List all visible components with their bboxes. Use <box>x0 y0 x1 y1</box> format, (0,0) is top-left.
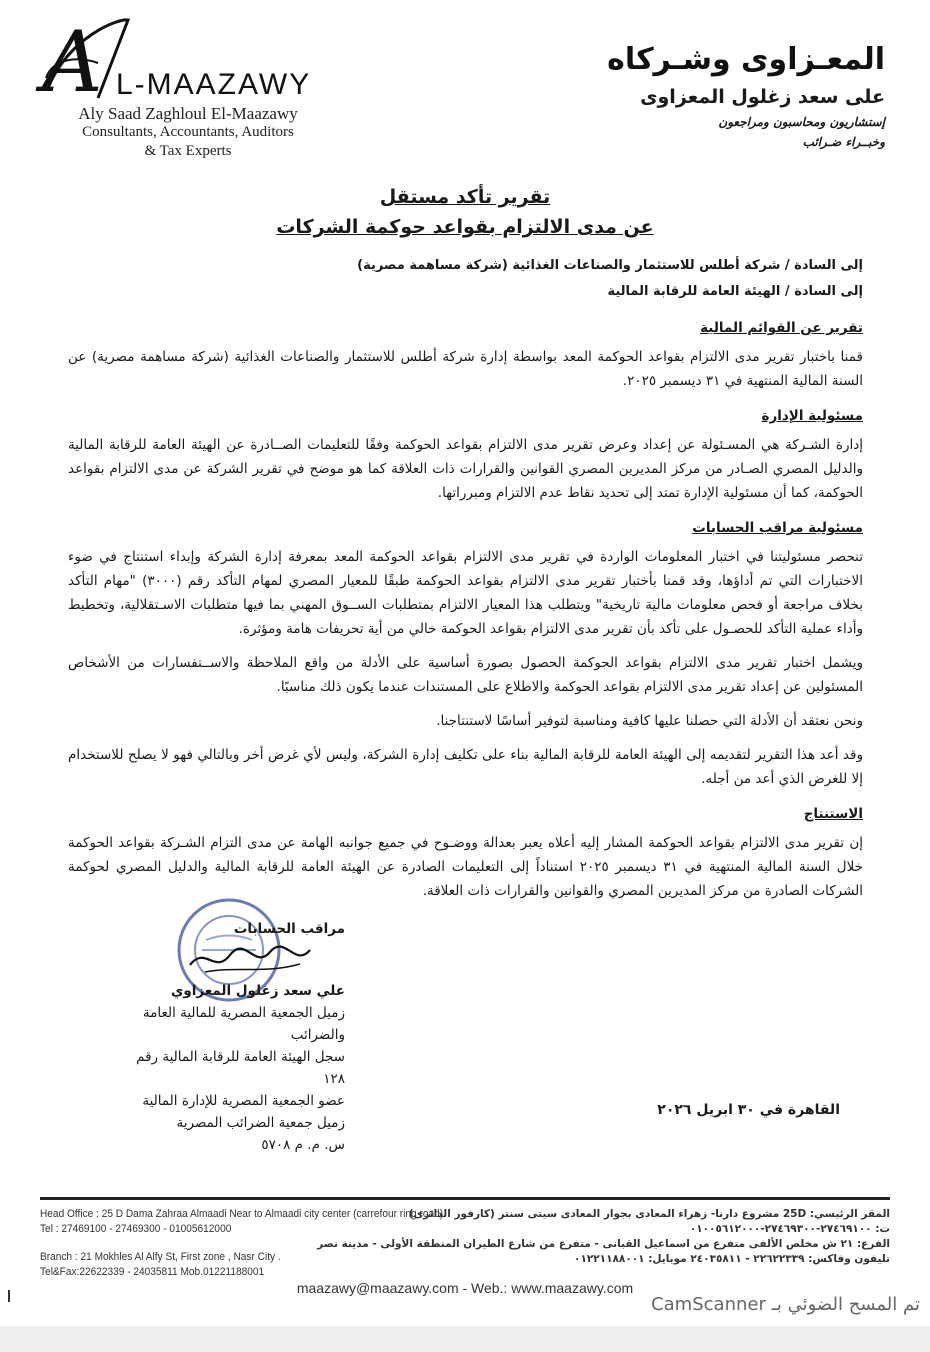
firm-name-ar: المعـزاوى وشـركاه <box>607 42 885 77</box>
report-body <box>68 253 863 903</box>
footer-tel-en: Tel : 27469100 - 27469300 - 01005612000 <box>40 1222 232 1235</box>
signatory-credential-4: زميل جمعية الضرائب المصرية <box>176 1115 345 1131</box>
footer-divider <box>40 1197 890 1200</box>
footer-head-office-en: Head Office : 25 D Dama Zahraa Almaadi Near to Almaadi city center (carrefour ring road) <box>40 1208 444 1220</box>
heading-financial-report: تقرير عن القوائم المالية <box>700 320 863 336</box>
signatory-credential-1: زميل الجمعية المصرية للمالية العامة والضرائب <box>142 1005 345 1043</box>
firm-name-en: Aly Saad Zaghloul El-Maazawy <box>78 104 298 123</box>
addressee-authority: إلى السادة / الهيئة العامة للرقابة المالية <box>607 284 863 299</box>
firm-logo <box>38 13 348 168</box>
paragraph-auditor-2: ويشمل اختبار تقرير مدى الالتزام بقواعد الحوكمة الحصول بصورة أساسية على الأدلة من واقع الملاحظة والاســتفسارات من الأشخاص المسئولين عن إعداد تقرير مدى الالتزام بقواعد الحوكمة والاطلاع على المستندات عندما يكون ذلك مناسبًا. <box>68 655 863 695</box>
title-line-2: عن مدى الالتزام بقواعد حوكمة الشركات <box>276 216 654 238</box>
signatory-credential-2: سجل الهيئة العامة للرقابة المالية رقم ١٢٨ <box>136 1049 345 1087</box>
footer-fax-ar: تليفون وفاكس: ٢٢٦٢٢٣٣٩ - ٢٤٠٣٥٨١١ موبايل: ٠١٢٢١١٨٨٠٠١ <box>574 1253 890 1265</box>
footer-web-email: maazawy@maazawy.com - Web.: www.maazawy.com <box>296 1280 634 1296</box>
paragraph-financial-report: قمنا باختبار تقرير مدى الالتزام بقواعد الحوكمة المعد بواسطة إدارة شركة أطلس للاستثمار والصناعات الغذائية (شركة مساهمة مصرية) عن السنة المالية المنتهية في ٣١ ديسمبر ٢٠٢٥. <box>68 349 863 389</box>
signatory-registration: س. م. م ٥٧٠٨ <box>261 1137 345 1153</box>
report-title <box>200 182 730 242</box>
footer-branch-en: Branch : 21 Mokhles Al Alfy St, First zone , Nasr City . <box>40 1251 281 1263</box>
firm-tax-en: & Tax Experts <box>144 143 232 159</box>
paragraph-auditor-3: ونحن نعتقد أن الأدلة التي حصلنا عليها كافية ومناسبة لتوفير أساسًا لاستنتاجنا. <box>436 713 863 729</box>
footer-head-office-ar: المقر الرئيسي: 25D مشروع دارنا- زهراء المعادى بجوار المعادى سيتى سنتر (كارفور الدائرى) <box>408 1208 890 1220</box>
footer-branch-ar: الفرع: ٢١ ش مخلص الألفى متفرع من اسماعيل القبانى - متفرع من شارع الطيران المنطقة الأولى - مدينة نصر <box>317 1238 890 1250</box>
scan-edge-mark <box>8 1290 10 1302</box>
footer-contact-ar <box>317 1207 890 1267</box>
heading-auditor: مسئولية مراقب الحسابات <box>692 520 863 536</box>
signature-block <box>115 918 345 1156</box>
firm-tax-ar: وخبــراء ضـرائب <box>802 135 885 149</box>
signatory-credential-3: عضو الجمعية المصرية للإدارة المالية <box>142 1093 345 1109</box>
scanner-watermark: تم المسح الضوئي بـ CamScanner <box>651 1294 920 1315</box>
addressee-company: إلى السادة / شركة أطلس للاستثمار والصناعات الغذائية (شركة مساهمة مصرية) <box>357 258 863 273</box>
logo-initial: A <box>42 13 103 111</box>
logo-name: L-MAAZAWY <box>116 68 312 101</box>
scan-bottom-band <box>0 1326 930 1352</box>
paragraph-auditor-1: تنحصر مسئوليتنا في اختبار المعلومات الواردة في تقرير مدى الالتزام بقواعد الحوكمة المعد بمعرفة إدارة الشركة وإبداء استنتاج في ضوء الاختبارات التي تم أداؤها، وقد قمنا بأختبار تقرير مدى الالتزام بقواعد الحوكمة طبقًا للمعيار المصري لمهام التأكد رقم (٣٠٠٠) "مهام التأكد بخلاف مراجعة أو فحص معلومات مالية تاريخية" ويتطلب هذا المعيار الالتزام بمتطلبات الســوق المهني بما فيها متطلبات الاسـتقلالية، وتخطيط وأداء عملية التأكد للحصـول على تأكد بأن تقرير مدى الالتزام بقواعد الحوكمة خالي من أية تحريفات هامة ومؤثرة. <box>68 549 863 637</box>
signatory-name: علي سعد زغلول المعزاوي <box>170 983 345 999</box>
owner-name-ar: على سعد زغلول المعزاوى <box>640 86 885 108</box>
firm-header-ar <box>585 40 885 152</box>
firm-role-en: Consultants, Accountants, Auditors <box>82 124 294 140</box>
footer-fax-en: Tel&Fax:22622339 - 24035811 Mob.01221188001 <box>40 1265 265 1278</box>
title-line-1: تقرير تأكد مستقل <box>379 186 551 208</box>
signature-title: مراقب الحسابات <box>233 921 345 937</box>
firm-role-ar: إستشاريون ومحاسبون ومراجعون <box>718 115 885 129</box>
heading-management: مسئولية الإدارة <box>761 408 863 424</box>
paragraph-management: إدارة الشـركة هي المسـئولة عن إعداد وعرض تقرير مدى الالتزام بقواعد الحوكمة وفقًا للتعليمات الصــادرة عن الهيئة العامة للرقابة المالية والدليل المصري الصـادر من مركز المديرين المصري القوانين والقرارات ذات العلاقة كما هو موضح في تقرير الشركة عن مدى الالتزام بقواعد الحوكمة، كما أن مسئولية الإدارة تمتد إلى تحديد نقاط عدم الالتزام ومبرراتها. <box>68 437 863 501</box>
heading-conclusion: الاستنتاج <box>803 806 863 822</box>
paragraph-auditor-4: وقد أعد هذا التقرير لتقديمه إلى الهيئة العامة للرقابة المالية بناء على تكليف إدارة الشركة، وليس لأي غرض أخر وبالتالي فهو لا يصلح للاستخدام إلا للغرض الذي أعد من أجله. <box>68 747 863 787</box>
report-date: القاهرة في ٣٠ ابريل ٢٠٢٦ <box>657 1102 840 1118</box>
footer-tel-ar: ت: ٢٧٤٦٩١٠٠-٢٧٤٦٩٣٠٠-٠١٠٠٥٦١٢٠٠٠ <box>689 1223 890 1235</box>
paragraph-conclusion: إن تقرير مدى الالتزام بقواعد الحوكمة المشار إليه أعلاه يعبر بعدالة ووضـوح في جميع جوانبه الهامة عن مدى التزام الشـركة بقواعد الحوكمة خلال السنة المالية المنتهية في ٣١ ديسمبر ٢٠٢٥ استناداً إلى التعليمات الصادرة عن الهيئة العامة للرقابة المالية والدليل المصري لحوكمة الشركات الصادرة من مركز المديرين المصري والقوانين والقرارات ذات العلاقة. <box>68 835 863 899</box>
